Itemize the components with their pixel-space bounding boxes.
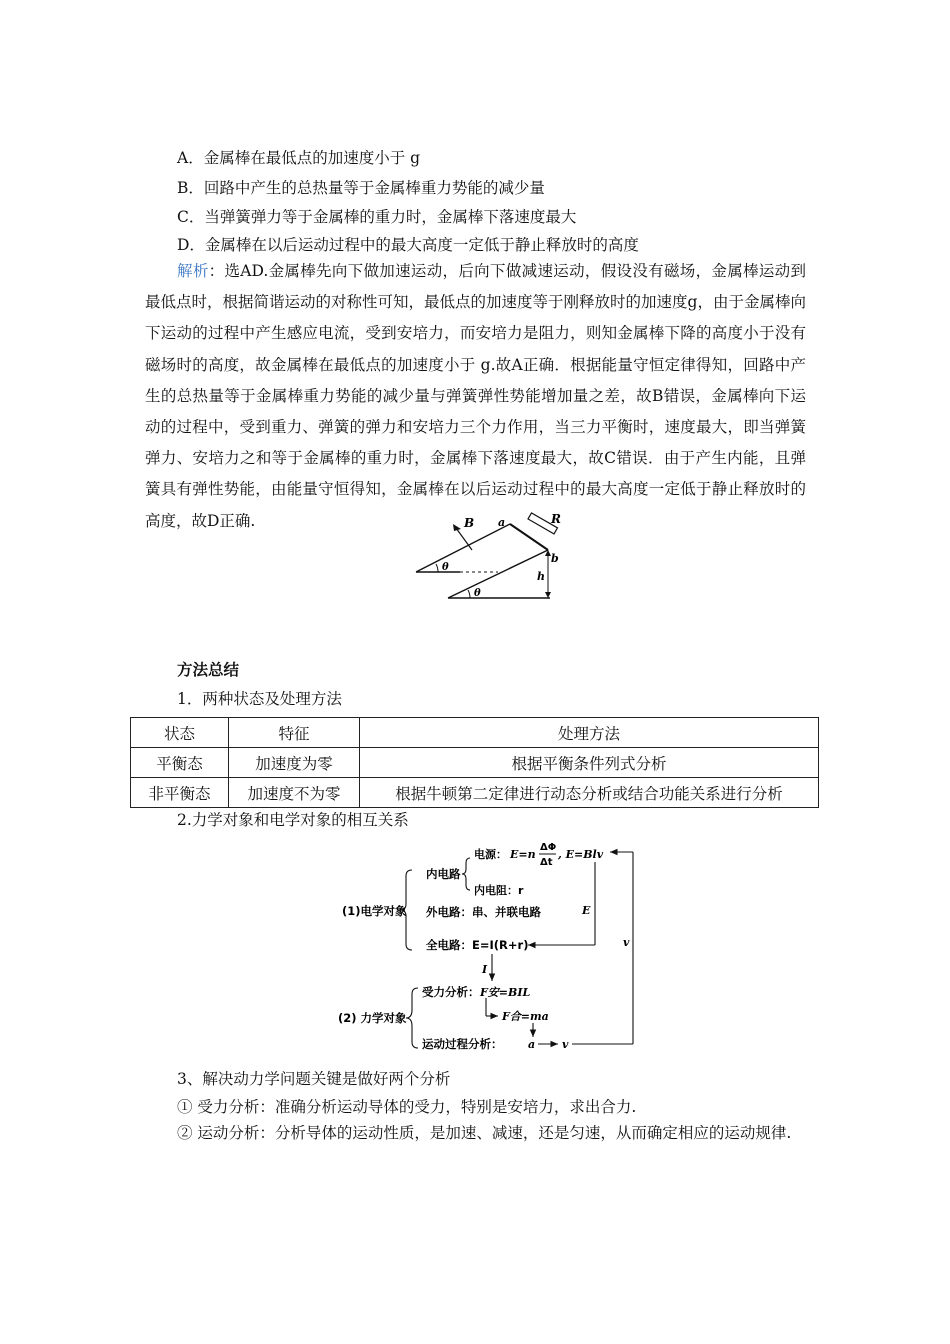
table-row xyxy=(131,748,819,778)
summary-item-3a: ① 受力分析：准确分析运动导体的受力，特别是安培力，求出合力. xyxy=(177,1098,637,1116)
option-b: B．回路中产生的总热量等于金属棒重力势能的减少量 xyxy=(177,179,545,197)
table-cell: 平衡态 xyxy=(131,748,229,778)
table-cell: 加速度为零 xyxy=(229,748,360,778)
summary-item-3: 3、解决动力学问题关键是做好两个分析 xyxy=(177,1070,451,1088)
source-eq1: E=n xyxy=(510,848,536,861)
incline-figure xyxy=(410,510,580,605)
label-h: h xyxy=(537,570,545,583)
state-table xyxy=(130,717,819,808)
a-label: a xyxy=(528,1038,536,1051)
label-theta-lower: θ xyxy=(474,588,481,599)
label-R: R xyxy=(551,512,561,526)
relationship-diagram xyxy=(330,838,640,1058)
table-header-cell: 特征 xyxy=(229,718,360,748)
analysis-paragraph xyxy=(145,256,806,537)
mech-object-label: (2) 力学对象 xyxy=(338,1011,407,1025)
label-a: a xyxy=(498,516,506,529)
motion-analysis-label: 运动过程分析： xyxy=(422,1037,503,1051)
frac-denominator: Δt xyxy=(540,857,553,868)
e-label: E xyxy=(582,904,591,917)
table-header-row xyxy=(131,718,819,748)
fma-label: F合=ma xyxy=(502,1010,549,1023)
table-header-cell: 状态 xyxy=(131,718,229,748)
table-cell: 根据牛顿第二定律进行动态分析或结合功能关系进行分析 xyxy=(360,778,819,808)
full-circuit-label: 全电路：E=I(R+r) xyxy=(426,938,529,952)
v-right-label: v xyxy=(623,936,630,949)
analysis-body: ：选AD.金属棒先向下做加速运动，后向下做减速运动，假设没有磁场，金属棒运动到最低点时，根据简谐运动的对称性可知，最低点的加速度等于刚释放时的加速度g，由于金属棒向下运动的过程中产生感应电流，受到安培力，而安培力是阻力，则知金属棒下降的高度小于没有磁场时的高度，故金属棒在最低点的加速度小于 g.故A正确．根据能量守恒定律得知，回路中产生的总热量等于金属棒重力势能的减少量与弹簧弹性势能增加量之差，故B错误，金属棒向下运动的过程中，受到重力、弹簧的弹力和安培力三个力作用，当三力平衡时，速度最大，即当弹簧弹力、安培力之和等于金属棒的重力时，金属棒下落速度最大，故C错误．由于产生内能，且弹簧具有弹性势能，由能量守恒得知，金属棒在以后运动过程中的最大高度一定低于静止释放时的高度，故D正确. xyxy=(145,262,806,530)
table-cell: 根据平衡条件列式分析 xyxy=(360,748,819,778)
summary-heading: 方法总结 xyxy=(177,661,240,679)
theta-arc-upper xyxy=(436,564,438,572)
mech-brace xyxy=(406,988,418,1048)
summary-item-1: 1．两种状态及处理方法 xyxy=(177,690,342,708)
summary-item-3b: ② 运动分析：分析导体的运动性质，是加速、减速，还是匀速，从而确定相应的运动规律. xyxy=(177,1124,792,1142)
frac-numerator: ΔΦ xyxy=(540,842,557,853)
b-field-arrowhead xyxy=(453,524,461,531)
force-analysis-label: 受力分析： xyxy=(422,985,480,999)
force-eq: F安=BIL xyxy=(480,986,531,999)
table-header-cell: 处理方法 xyxy=(360,718,819,748)
elec-object-label: (1)电学对象 xyxy=(342,904,407,918)
upper-rail xyxy=(416,524,510,572)
table-cell: 加速度不为零 xyxy=(229,778,360,808)
outer-circuit-label: 外电路：串、并联电路 xyxy=(426,905,541,919)
label-theta-upper: θ xyxy=(442,562,449,573)
lower-rail xyxy=(448,550,548,598)
label-b: b xyxy=(551,552,559,565)
source-eq2: , E=Blv xyxy=(558,848,604,861)
option-c: C．当弹簧弹力等于金属棒的重力时，金属棒下落速度最大 xyxy=(177,208,577,226)
analysis-keyword: 解析 xyxy=(177,262,209,280)
source-label: 电源： xyxy=(474,848,507,861)
option-a: A．金属棒在最低点的加速度小于 g xyxy=(177,149,421,167)
option-d: D．金属棒在以后运动过程中的最大高度一定低于静止释放时的高度 xyxy=(177,236,639,254)
table-row xyxy=(131,778,819,808)
i-label: I xyxy=(482,963,488,976)
inner-circuit-label: 内电路 xyxy=(426,867,461,881)
inner-resistance-label: 内电阻：r xyxy=(474,884,524,897)
table-cell: 非平衡态 xyxy=(131,778,229,808)
label-B: B xyxy=(464,516,475,530)
v-label: v xyxy=(562,1038,569,1051)
summary-item-2: 2.力学对象和电学对象的相互关系 xyxy=(177,811,409,829)
height-arrow-down xyxy=(545,592,551,598)
inner-brace xyxy=(462,858,470,890)
theta-arc-lower xyxy=(468,590,470,598)
b-field-arrow xyxy=(456,528,472,550)
